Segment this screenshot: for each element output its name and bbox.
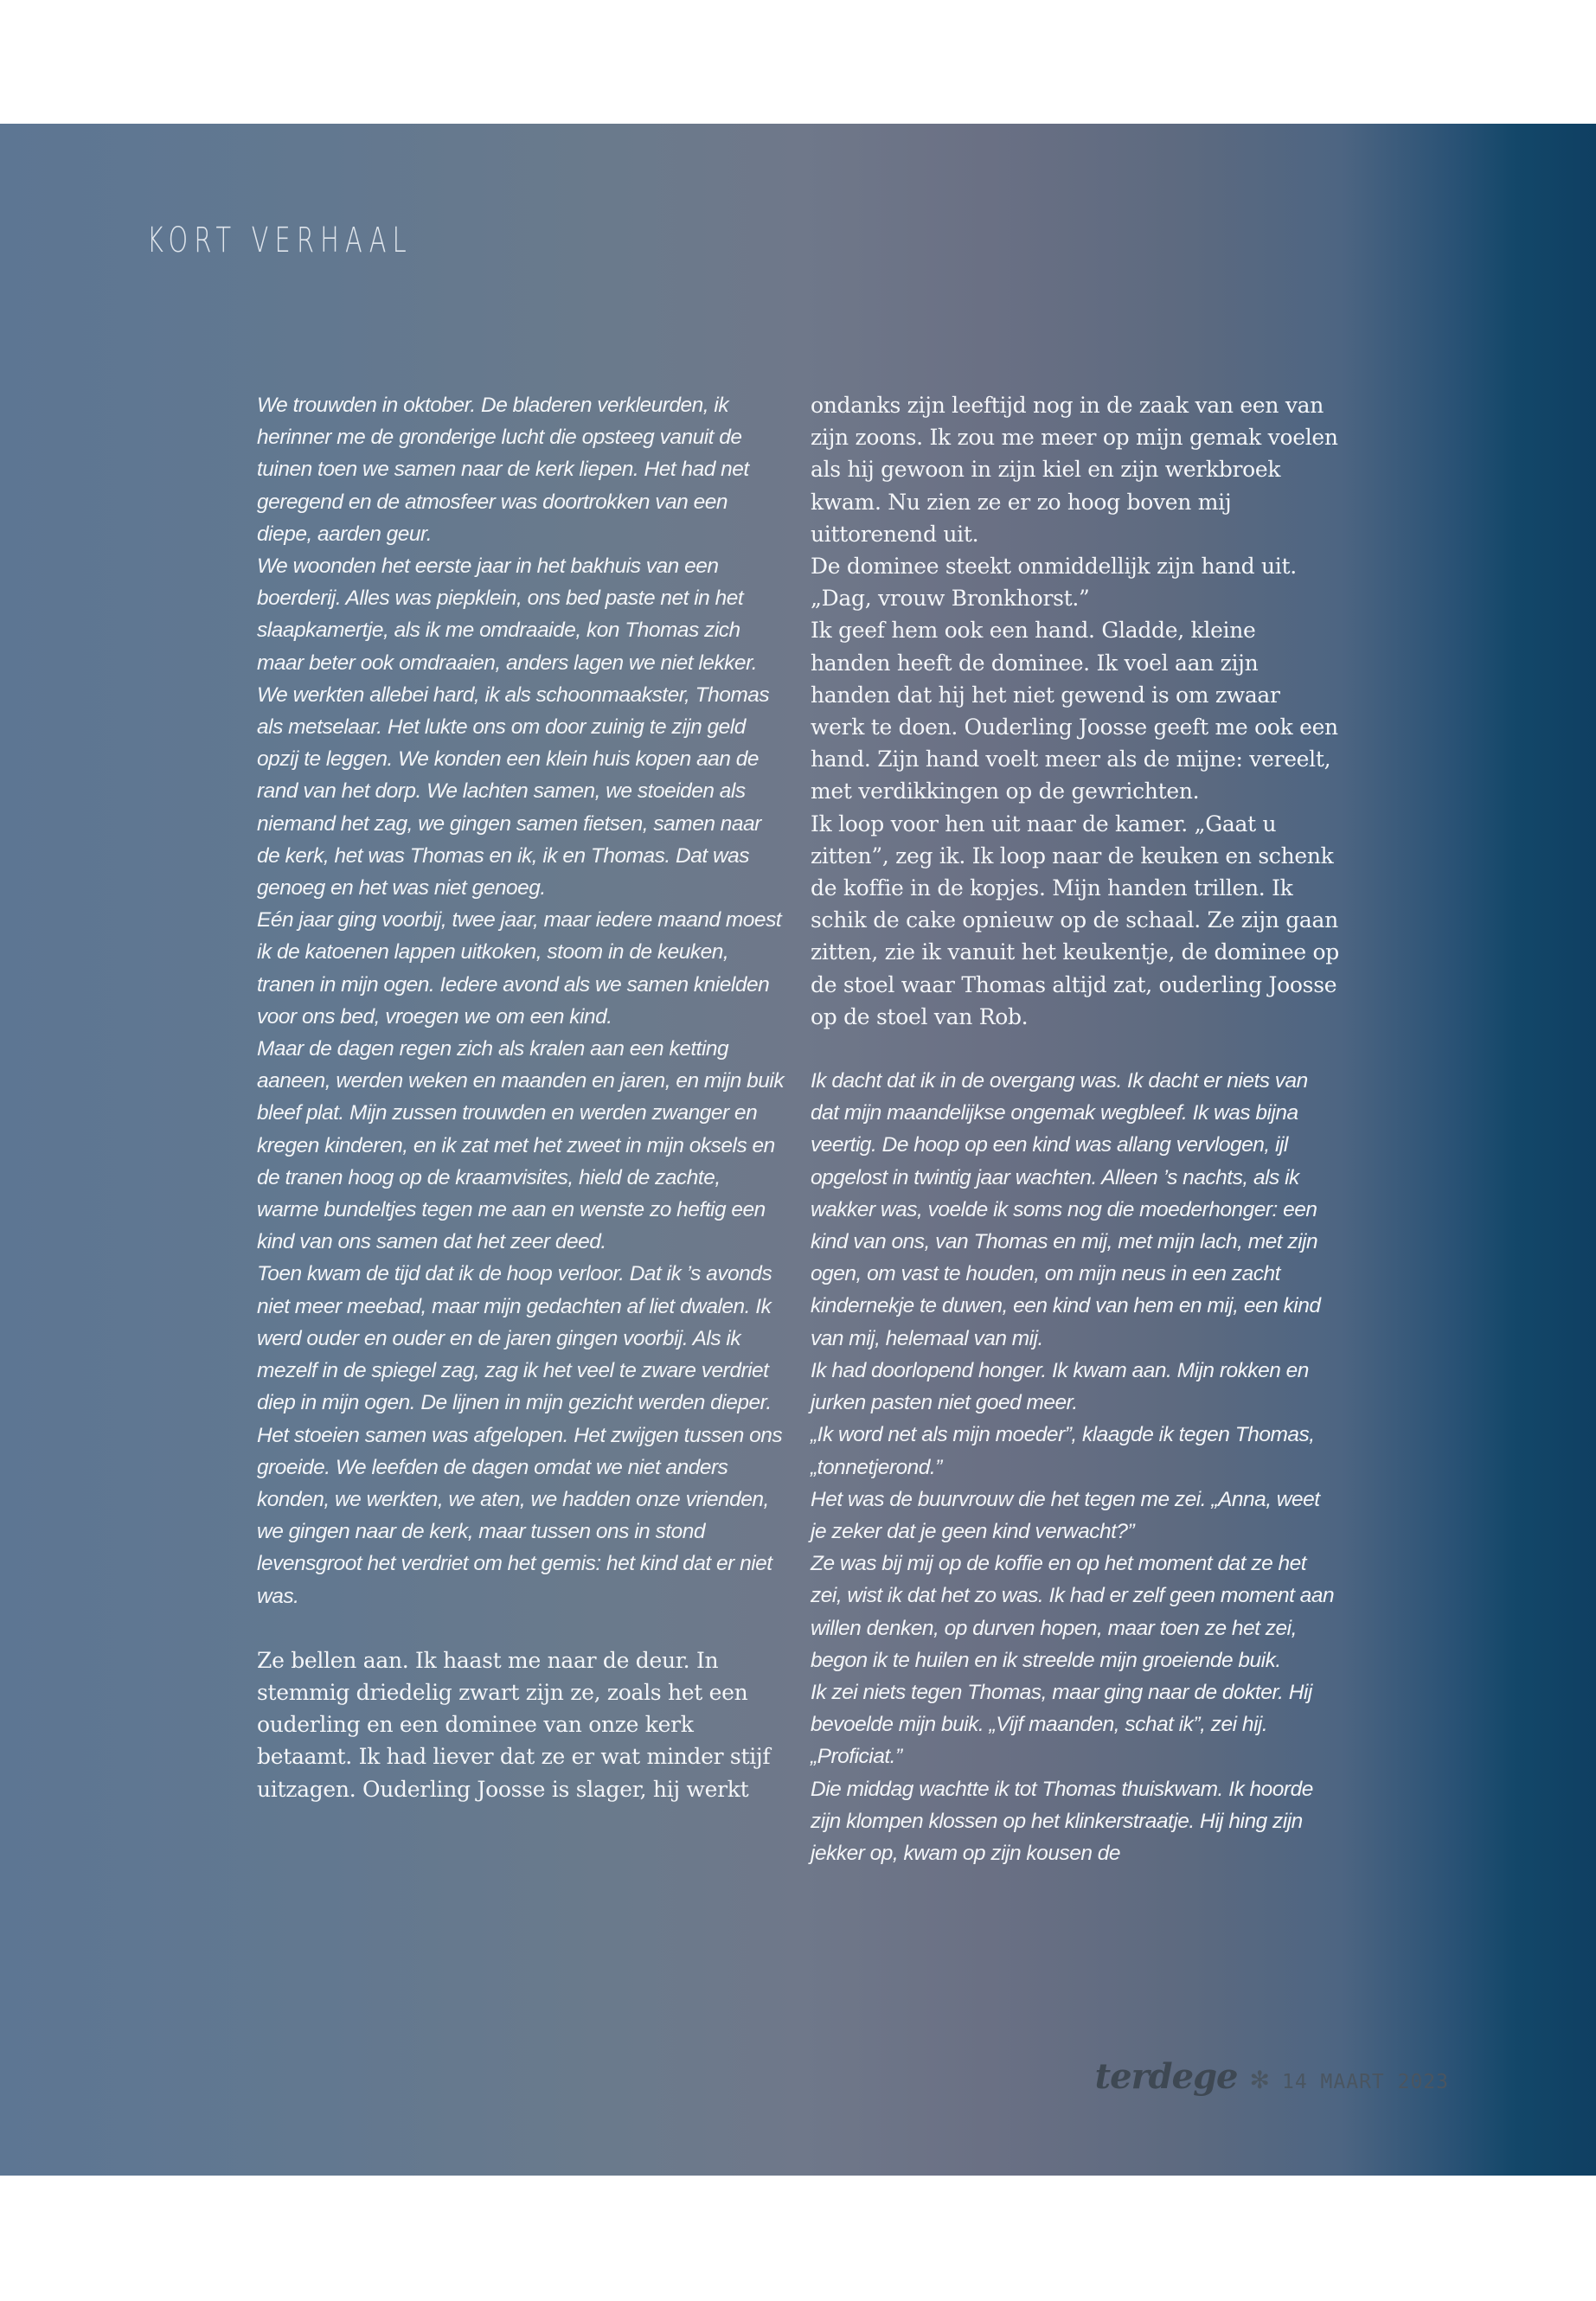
section-kicker: KORT VERHAAL	[147, 221, 413, 260]
issue-date: 14 MAART 2023	[1281, 2071, 1449, 2093]
paragraph: De dominee steekt onmiddellijk zijn hand uit. „Dag, vrouw Bronkhorst.”	[811, 554, 1297, 612]
paragraph: Toen kwam de tijd dat ik de hoop verloor. Dat ik ’s avonds niet meer meebad, maar mijn gedachten af liet dwalen. Ik werd ouder en ouder en de jaren gingen voorbij. Als ik mezelf in de spiegel zag, zag ik het veel te zware verdriet diep in mijn ogen. De lijnen in mijn gezicht werden dieper. Het stoeien samen was afgelopen. Het zwijgen tussen ons groeide. We leefden de dagen omdat we niet anders konden, we werkten, we aten, we hadden onze vrienden, we gingen naar de kerk, maar tussen ons in stond levensgroot het verdriet om het gemis: het kind dat er niet was.	[257, 1262, 783, 1608]
paragraph: Ik geef hem ook een hand. Gladde, kleine handen heeft de dominee. Ik voel aan zijn handen dat hij het niet gewend is om zwaar werk te doen. Ouderling Joosse geeft me ook een hand. Zijn hand voelt meer als de mijne: vereelt, met verdikkingen op de gewrichten.	[811, 618, 1338, 804]
paragraph: ondanks zijn leeftijd nog in de zaak van een van zijn zoons. Ik zou me meer op mijn gemak voelen als hij gewoon in zijn kiel en zijn werkbroek kwam. Nu zien ze er zo hoog boven mij uittorenend uit.	[811, 393, 1338, 547]
asterisk-icon: ✻	[1249, 2066, 1270, 2094]
story-panel	[0, 124, 1596, 2176]
paragraph-gap	[257, 1612, 786, 1644]
paragraph: We werkten allebei hard, ik als schoonmaakster, Thomas als metselaar. Het lukte ons om door zuinig te zijn geld opzij te leggen. We konden een klein huis kopen aan de rand van het dorp. We lachten samen, we stoeiden als niemand het zag, we gingen samen fietsen, samen naar de kerk, het was Thomas en ik, ik en Thomas. Dat was genoeg en het was niet genoeg.	[257, 683, 770, 901]
paragraph: Ik had doorlopend honger. Ik kwam aan. Mijn rokken en jurken pasten niet goed meer.	[811, 1358, 1309, 1415]
paragraph: Die middag wachtte ik tot Thomas thuiskwam. Ik hoorde zijn klompen klossen op het klinkerstraatje. Hij hing zijn jekker op, kwam op zijn kousen de	[811, 1777, 1313, 1865]
paragraph: Het was de buurvrouw die het tegen me zei. „Anna, weet je zeker dat je geen kind verwacht?”	[811, 1487, 1320, 1543]
left-column	[257, 389, 786, 1805]
paragraph-gap	[811, 1033, 1340, 1065]
paragraph: Ik loop voor hen uit naar de kamer. „Gaat u zitten”, zeg ik. Ik loop naar de keuken en schenk de koffie in de kopjes. Mijn handen trillen. Ik schik de cake opnieuw op de schaal. Ze zijn gaan zitten, zie ik vanuit het keukentje, de dominee op de stoel waar Thomas altijd zat, ouderling Joosse op de stoel van Rob.	[811, 811, 1339, 1029]
paragraph: Ze bellen aan. Ik haast me naar de deur. In stemmig driedelig zwart zijn ze, zoals het een ouderling en een dominee van onze kerk betaamt. Ik had liever dat ze er wat minder stijf uitzagen. Ouderling Joosse is slager, hij werkt	[257, 1647, 771, 1802]
paragraph: Ze was bij mij op de koffie en op het moment dat ze het zei, wist ik dat het zo was. Ik had er zelf geen moment aan willen denken, op durven hopen, maar toen ze het zei, begon ik te huilen en ik streelde mijn groeiende buik.	[811, 1552, 1335, 1672]
paragraph: Eén jaar ging voorbij, twee jaar, maar iedere maand moest ik de katoenen lappen uitkoken, stoom in de keuken, tranen in mijn ogen. Iedere avond als we samen knielden voor ons bed, vroegen we om een kind.	[257, 908, 782, 1029]
paragraph: Ik dacht dat ik in de overgang was. Ik dacht er niets van dat mijn maandelijkse ongemak wegbleef. Ik was bijna veertig. De hoop op een kind was allang vervlogen, ijl opgelost in twintig jaar wachten. Alleen ’s nachts, als ik wakker was, voelde ik soms nog die moederhonger: een kind van ons, van Thomas en mij, met mijn lach, met zijn ogen, om vast te houden, om mijn neus in een zacht kindernekje te duwen, een kind van hem en mij, een kind van mij, helemaal van mij.	[811, 1069, 1321, 1350]
page-footer	[1095, 2056, 1449, 2097]
paragraph: „Ik word net als mijn moeder”, klaagde ik tegen Thomas, „tonnetjerond.”	[811, 1423, 1315, 1479]
paragraph: Maar de dagen regen zich als kralen aan een ketting aaneen, werden weken en maanden en jaren, en mijn buik bleef plat. Mijn zussen trouwden en werden zwanger en kregen kinderen, en ik zat met het zweet in mijn oksels en de tranen hoog op de kraamvisites, hield de zachte, warme bundeltjes tegen me aan en wenste zo heftig een kind van ons samen dat het zeer deed.	[257, 1037, 785, 1254]
paragraph: We woonden het eerste jaar in het bakhuis van een boerderij. Alles was piepklein, ons bed paste net in het slaapkamertje, als ik me omdraaide, kon Thomas zich maar beter ook omdraaien, anders lagen we niet lekker.	[257, 554, 758, 675]
paragraph: Ik zei niets tegen Thomas, maar ging naar de dokter. Hij bevoelde mijn buik. „Vijf maanden, schat ik”, zei hij. „Proficiat.”	[811, 1680, 1312, 1769]
right-column	[811, 389, 1340, 1869]
magazine-logo: terdege	[1094, 2056, 1238, 2097]
paragraph: We trouwden in oktober. De bladeren verkleurden, ik herinner me de gronderige lucht die opsteeg vanuit de tuinen toen we samen naar de kerk liepen. Het had net geregend en de atmosfeer was doortrokken van een diepe, aarden geur.	[257, 394, 749, 546]
